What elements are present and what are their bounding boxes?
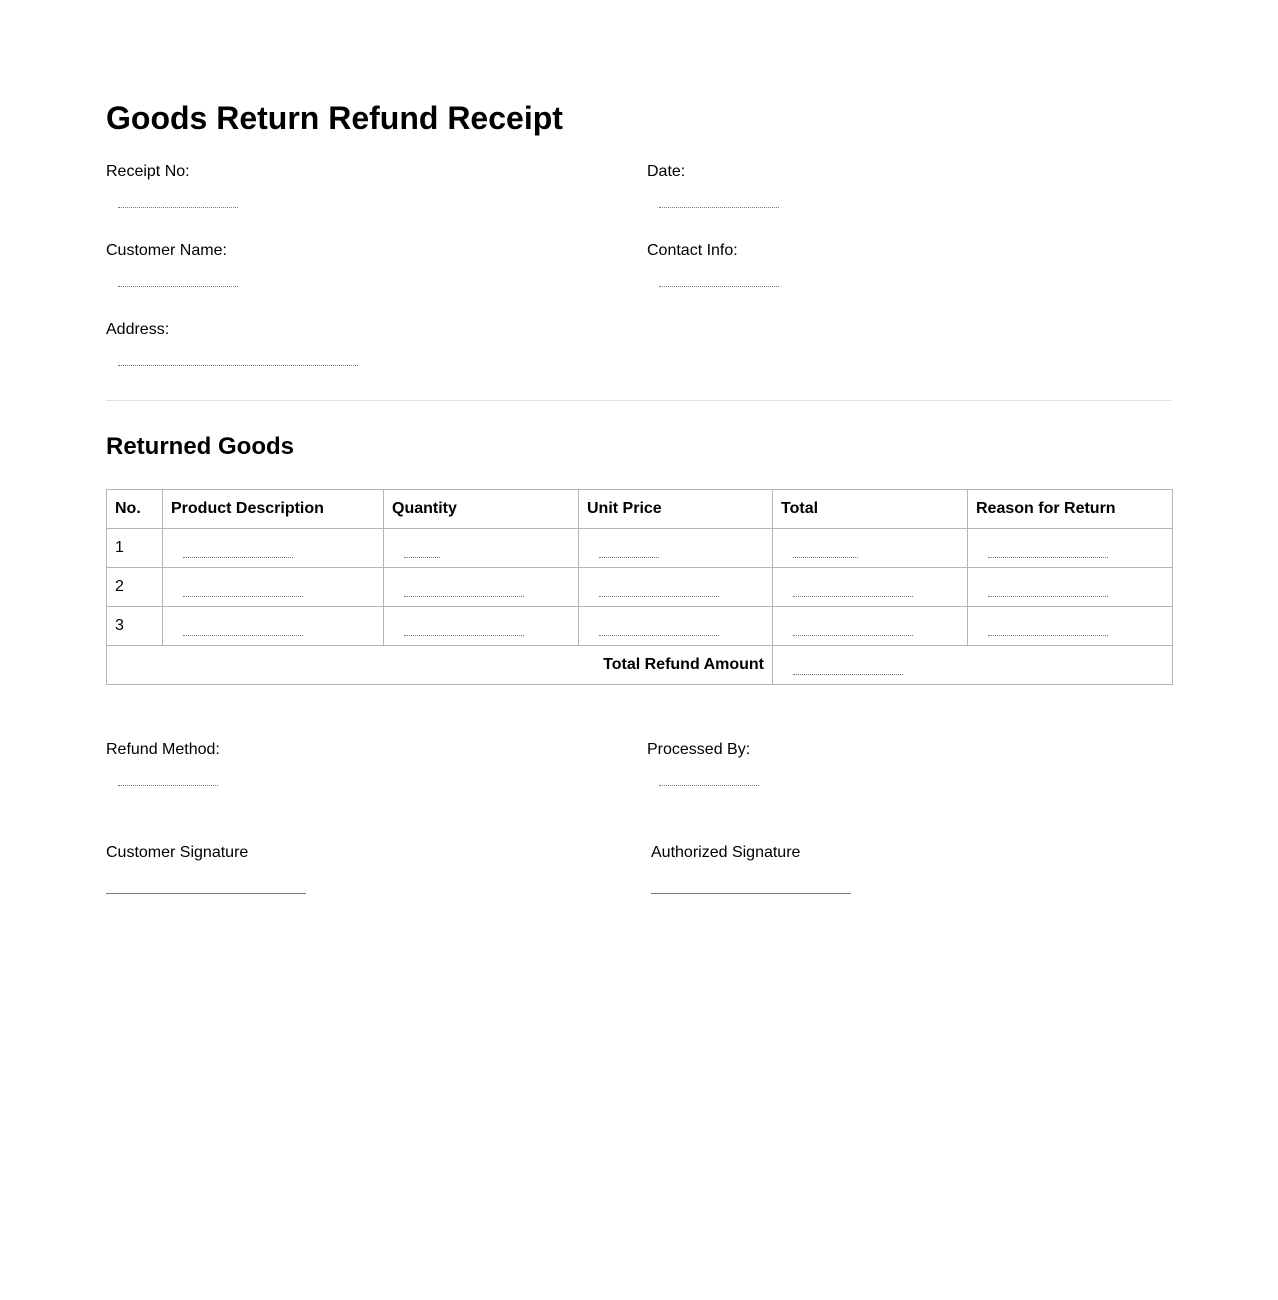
table-row bbox=[107, 529, 1173, 568]
description-cell[interactable] bbox=[163, 529, 384, 568]
column-header-no: No. bbox=[107, 490, 163, 529]
quantity-input[interactable] bbox=[404, 557, 440, 558]
total-refund-label: Total Refund Amount bbox=[107, 646, 773, 685]
customer-name-label: Customer Name: bbox=[106, 242, 227, 259]
reason-cell[interactable] bbox=[968, 607, 1173, 646]
reason-cell[interactable] bbox=[968, 529, 1173, 568]
customer-signature-block bbox=[106, 843, 306, 863]
receipt-no-label: Receipt No: bbox=[106, 163, 190, 180]
total-input[interactable] bbox=[793, 635, 913, 636]
description-input[interactable] bbox=[183, 596, 303, 597]
reason-cell[interactable] bbox=[968, 568, 1173, 607]
date-input[interactable] bbox=[659, 207, 779, 208]
column-header-unit-price: Unit Price bbox=[579, 490, 773, 529]
contact-info-field bbox=[647, 241, 738, 261]
processed-by-field bbox=[647, 740, 750, 760]
processed-by-input[interactable] bbox=[659, 785, 759, 786]
receipt-no-input[interactable] bbox=[118, 207, 238, 208]
table-row bbox=[107, 607, 1173, 646]
authorized-signature-line[interactable] bbox=[651, 893, 851, 894]
address-field bbox=[106, 320, 169, 340]
unit-price-cell[interactable] bbox=[579, 607, 773, 646]
row-number: 2 bbox=[107, 568, 163, 607]
address-label: Address: bbox=[106, 321, 170, 338]
description-cell[interactable] bbox=[163, 607, 384, 646]
unit-price-cell[interactable] bbox=[579, 529, 773, 568]
column-header-description: Product Description bbox=[163, 490, 384, 529]
quantity-input[interactable] bbox=[404, 635, 524, 636]
table-row bbox=[107, 568, 1173, 607]
column-header-total: Total bbox=[773, 490, 968, 529]
description-cell[interactable] bbox=[163, 568, 384, 607]
contact-info-input[interactable] bbox=[659, 286, 779, 287]
unit-price-input[interactable] bbox=[599, 557, 659, 558]
total-input[interactable] bbox=[793, 557, 858, 558]
customer-name-field bbox=[106, 241, 227, 261]
refund-method-input[interactable] bbox=[118, 785, 218, 786]
receipt-no-field bbox=[106, 162, 190, 182]
quantity-cell[interactable] bbox=[384, 607, 579, 646]
section-divider bbox=[106, 400, 1172, 401]
unit-price-input[interactable] bbox=[599, 596, 719, 597]
description-input[interactable] bbox=[183, 635, 303, 636]
quantity-cell[interactable] bbox=[384, 568, 579, 607]
total-cell[interactable] bbox=[773, 529, 968, 568]
total-refund-row bbox=[107, 646, 1173, 685]
total-cell[interactable] bbox=[773, 568, 968, 607]
reason-input[interactable] bbox=[988, 635, 1108, 636]
total-input[interactable] bbox=[793, 596, 913, 597]
total-refund-input[interactable] bbox=[793, 674, 903, 675]
authorized-signature-block bbox=[651, 843, 851, 863]
refund-method-label: Refund Method: bbox=[106, 741, 220, 758]
document-title: Goods Return Refund Receipt bbox=[106, 100, 563, 136]
quantity-cell[interactable] bbox=[384, 529, 579, 568]
authorized-signature-label: Authorized Signature bbox=[651, 844, 801, 861]
customer-name-input[interactable] bbox=[118, 286, 238, 287]
returned-goods-table bbox=[106, 489, 1173, 685]
table-header-row bbox=[107, 490, 1173, 529]
date-field bbox=[647, 162, 685, 182]
column-header-reason: Reason for Return bbox=[968, 490, 1173, 529]
customer-signature-line[interactable] bbox=[106, 893, 306, 894]
total-refund-cell[interactable] bbox=[773, 646, 1173, 685]
refund-method-field bbox=[106, 740, 220, 760]
row-number: 1 bbox=[107, 529, 163, 568]
unit-price-input[interactable] bbox=[599, 635, 719, 636]
date-label: Date: bbox=[647, 163, 686, 180]
quantity-input[interactable] bbox=[404, 596, 524, 597]
customer-signature-label: Customer Signature bbox=[106, 844, 249, 861]
description-input[interactable] bbox=[183, 557, 293, 558]
total-cell[interactable] bbox=[773, 607, 968, 646]
reason-input[interactable] bbox=[988, 557, 1108, 558]
unit-price-cell[interactable] bbox=[579, 568, 773, 607]
row-number: 3 bbox=[107, 607, 163, 646]
contact-info-label: Contact Info: bbox=[647, 242, 738, 259]
column-header-quantity: Quantity bbox=[384, 490, 579, 529]
processed-by-label: Processed By: bbox=[647, 741, 751, 758]
returned-goods-heading: Returned Goods bbox=[106, 433, 295, 460]
address-input[interactable] bbox=[118, 365, 358, 366]
reason-input[interactable] bbox=[988, 596, 1108, 597]
